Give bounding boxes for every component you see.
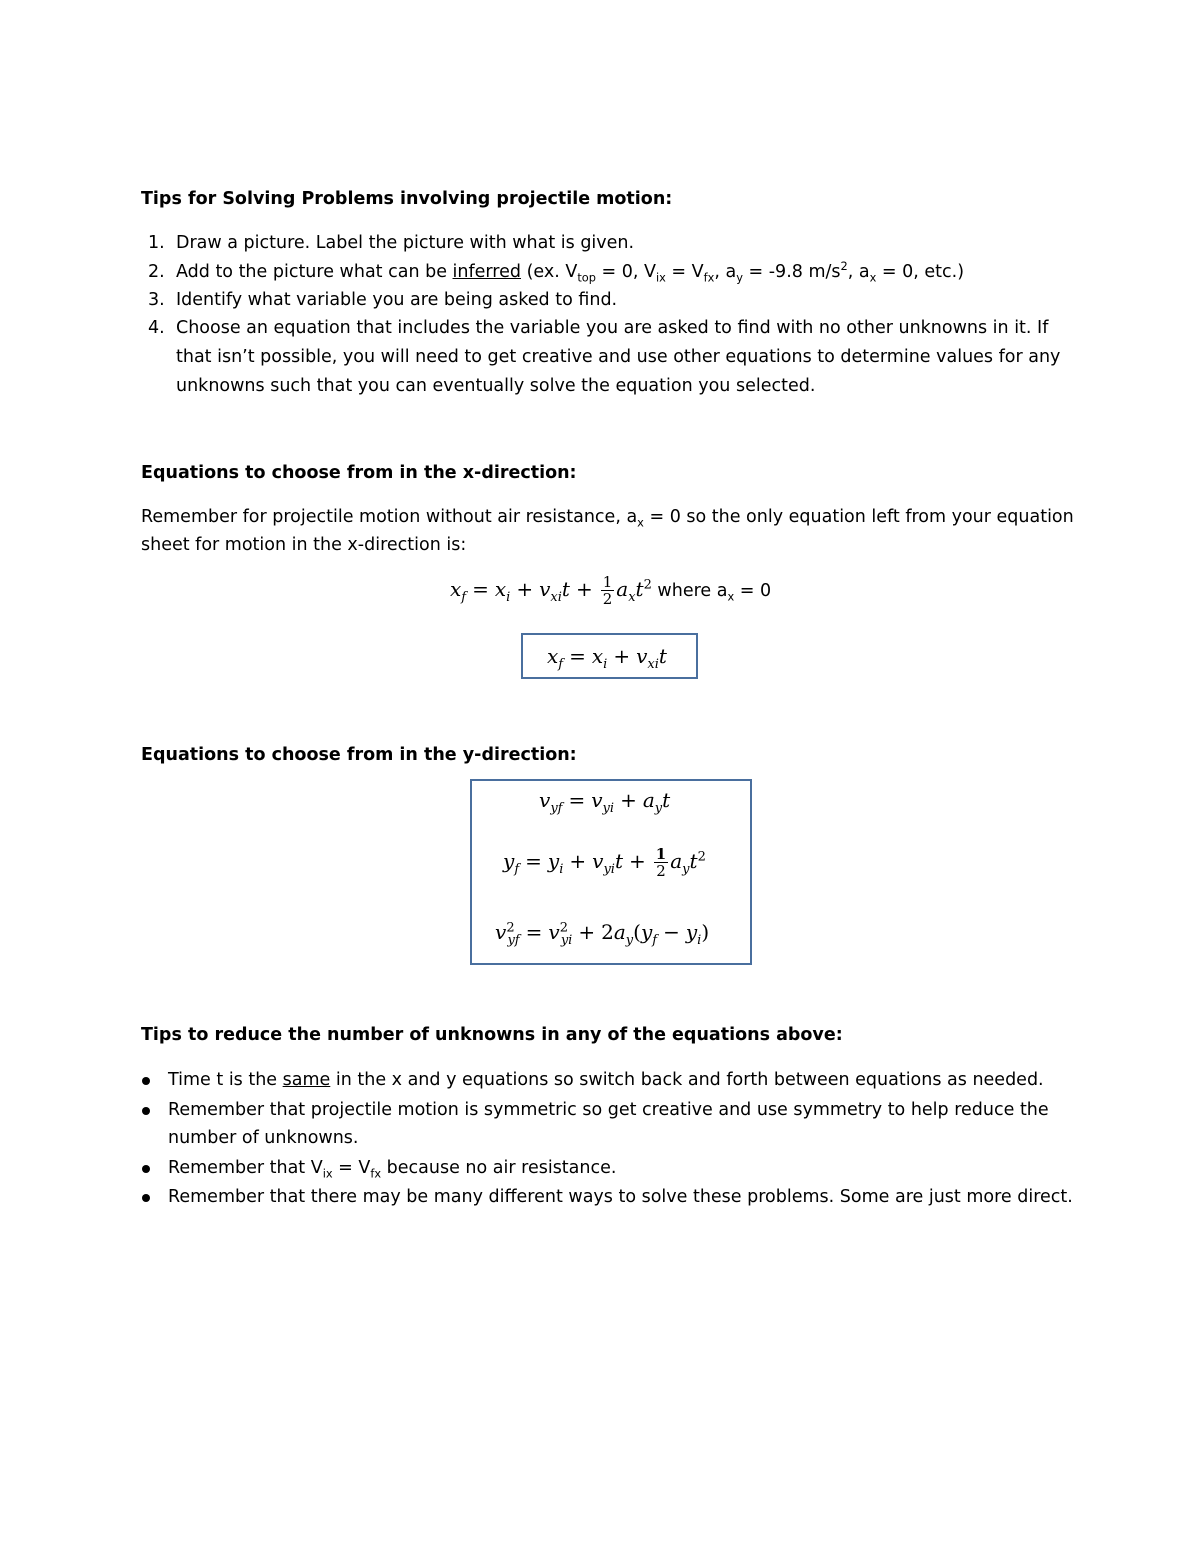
y-direction-heading: Equations to choose from in the y-direction: xyxy=(141,745,577,765)
bullet-2-line-2: number of unknowns. xyxy=(168,1128,359,1148)
x-direction-heading: Equations to choose from in the x-direction: xyxy=(141,463,577,483)
tips-heading: Tips for Solving Problems involving projectile motion: xyxy=(141,189,673,209)
y-velocity-squared-equation: $v^2_{yf} = v^2_{yi} + 2a_y(y_f - y_i)$ xyxy=(495,920,710,948)
bullet-4: Remember that there may be many different ways to solve these problems. Some are just more direct. xyxy=(168,1187,1073,1207)
bullet-icon xyxy=(142,1165,150,1173)
step-1: Draw a picture. Label the picture with what is given. xyxy=(176,233,635,253)
x-boxed-equation: $x_f = x_i + v_{xi}t$ xyxy=(547,644,667,672)
step-4-line-1: Choose an equation that includes the variable you are asked to find with no other unknowns in it. If xyxy=(176,318,1049,338)
step-3: Identify what variable you are being asked to find. xyxy=(176,290,618,310)
reduce-unknowns-heading: Tips to reduce the number of unknowns in any of the equations above: xyxy=(141,1025,843,1045)
bullet-3: Remember that $V_{ix} = V_{fx}$ because no air resistance. xyxy=(168,1158,617,1181)
step-number: 2. xyxy=(148,262,165,282)
x-paragraph-line-2: sheet for motion in the x-direction is: xyxy=(141,535,467,555)
step-number: 4. xyxy=(148,318,165,338)
x-equation-note: where $a_x = 0$ xyxy=(651,581,772,604)
step-number: 1. xyxy=(148,233,165,253)
bullet-icon xyxy=(142,1107,150,1115)
step-number: 3. xyxy=(148,290,165,310)
y-velocity-equation: $v_{yf} = v_{yi} + a_yt$ xyxy=(539,788,671,816)
step-4-line-3: unknowns such that you can eventually solve the equation you selected. xyxy=(176,376,816,396)
step-4-line-2: that isn’t possible, you will need to get creative and use other equations to determine values for any xyxy=(176,347,1061,367)
bullet-2-line-1: Remember that projectile motion is symmetric so get creative and use symmetry to help reduce the xyxy=(168,1100,1049,1120)
step-2: Add to the picture what can be inferred (ex. $V_{top} = 0$, $V_{ix} = V_{fx}$, $a_y = -9.8$ $m/s^2$, $a_x = 0$, etc.) xyxy=(176,259,965,285)
bullet-icon xyxy=(142,1077,150,1085)
x-paragraph-line-1: Remember for projectile motion without air resistance, $a_x = 0$ so the only equation left from your equation xyxy=(141,507,1074,530)
y-position-equation: $y_f = y_i + v_{yi}t$ + $\frac{1}{2}$ $a_yt^2$ xyxy=(503,845,706,880)
bullet-1: Time t is the same in the x and y equations so switch back and forth between equations as needed. xyxy=(168,1070,1044,1090)
bullet-icon xyxy=(142,1194,150,1202)
x-general-equation: $x_f = x_i + v_{xi}t$ + $\frac{1}{2}$ $a_xt^2$ where $a_x = 0$ xyxy=(450,573,772,608)
